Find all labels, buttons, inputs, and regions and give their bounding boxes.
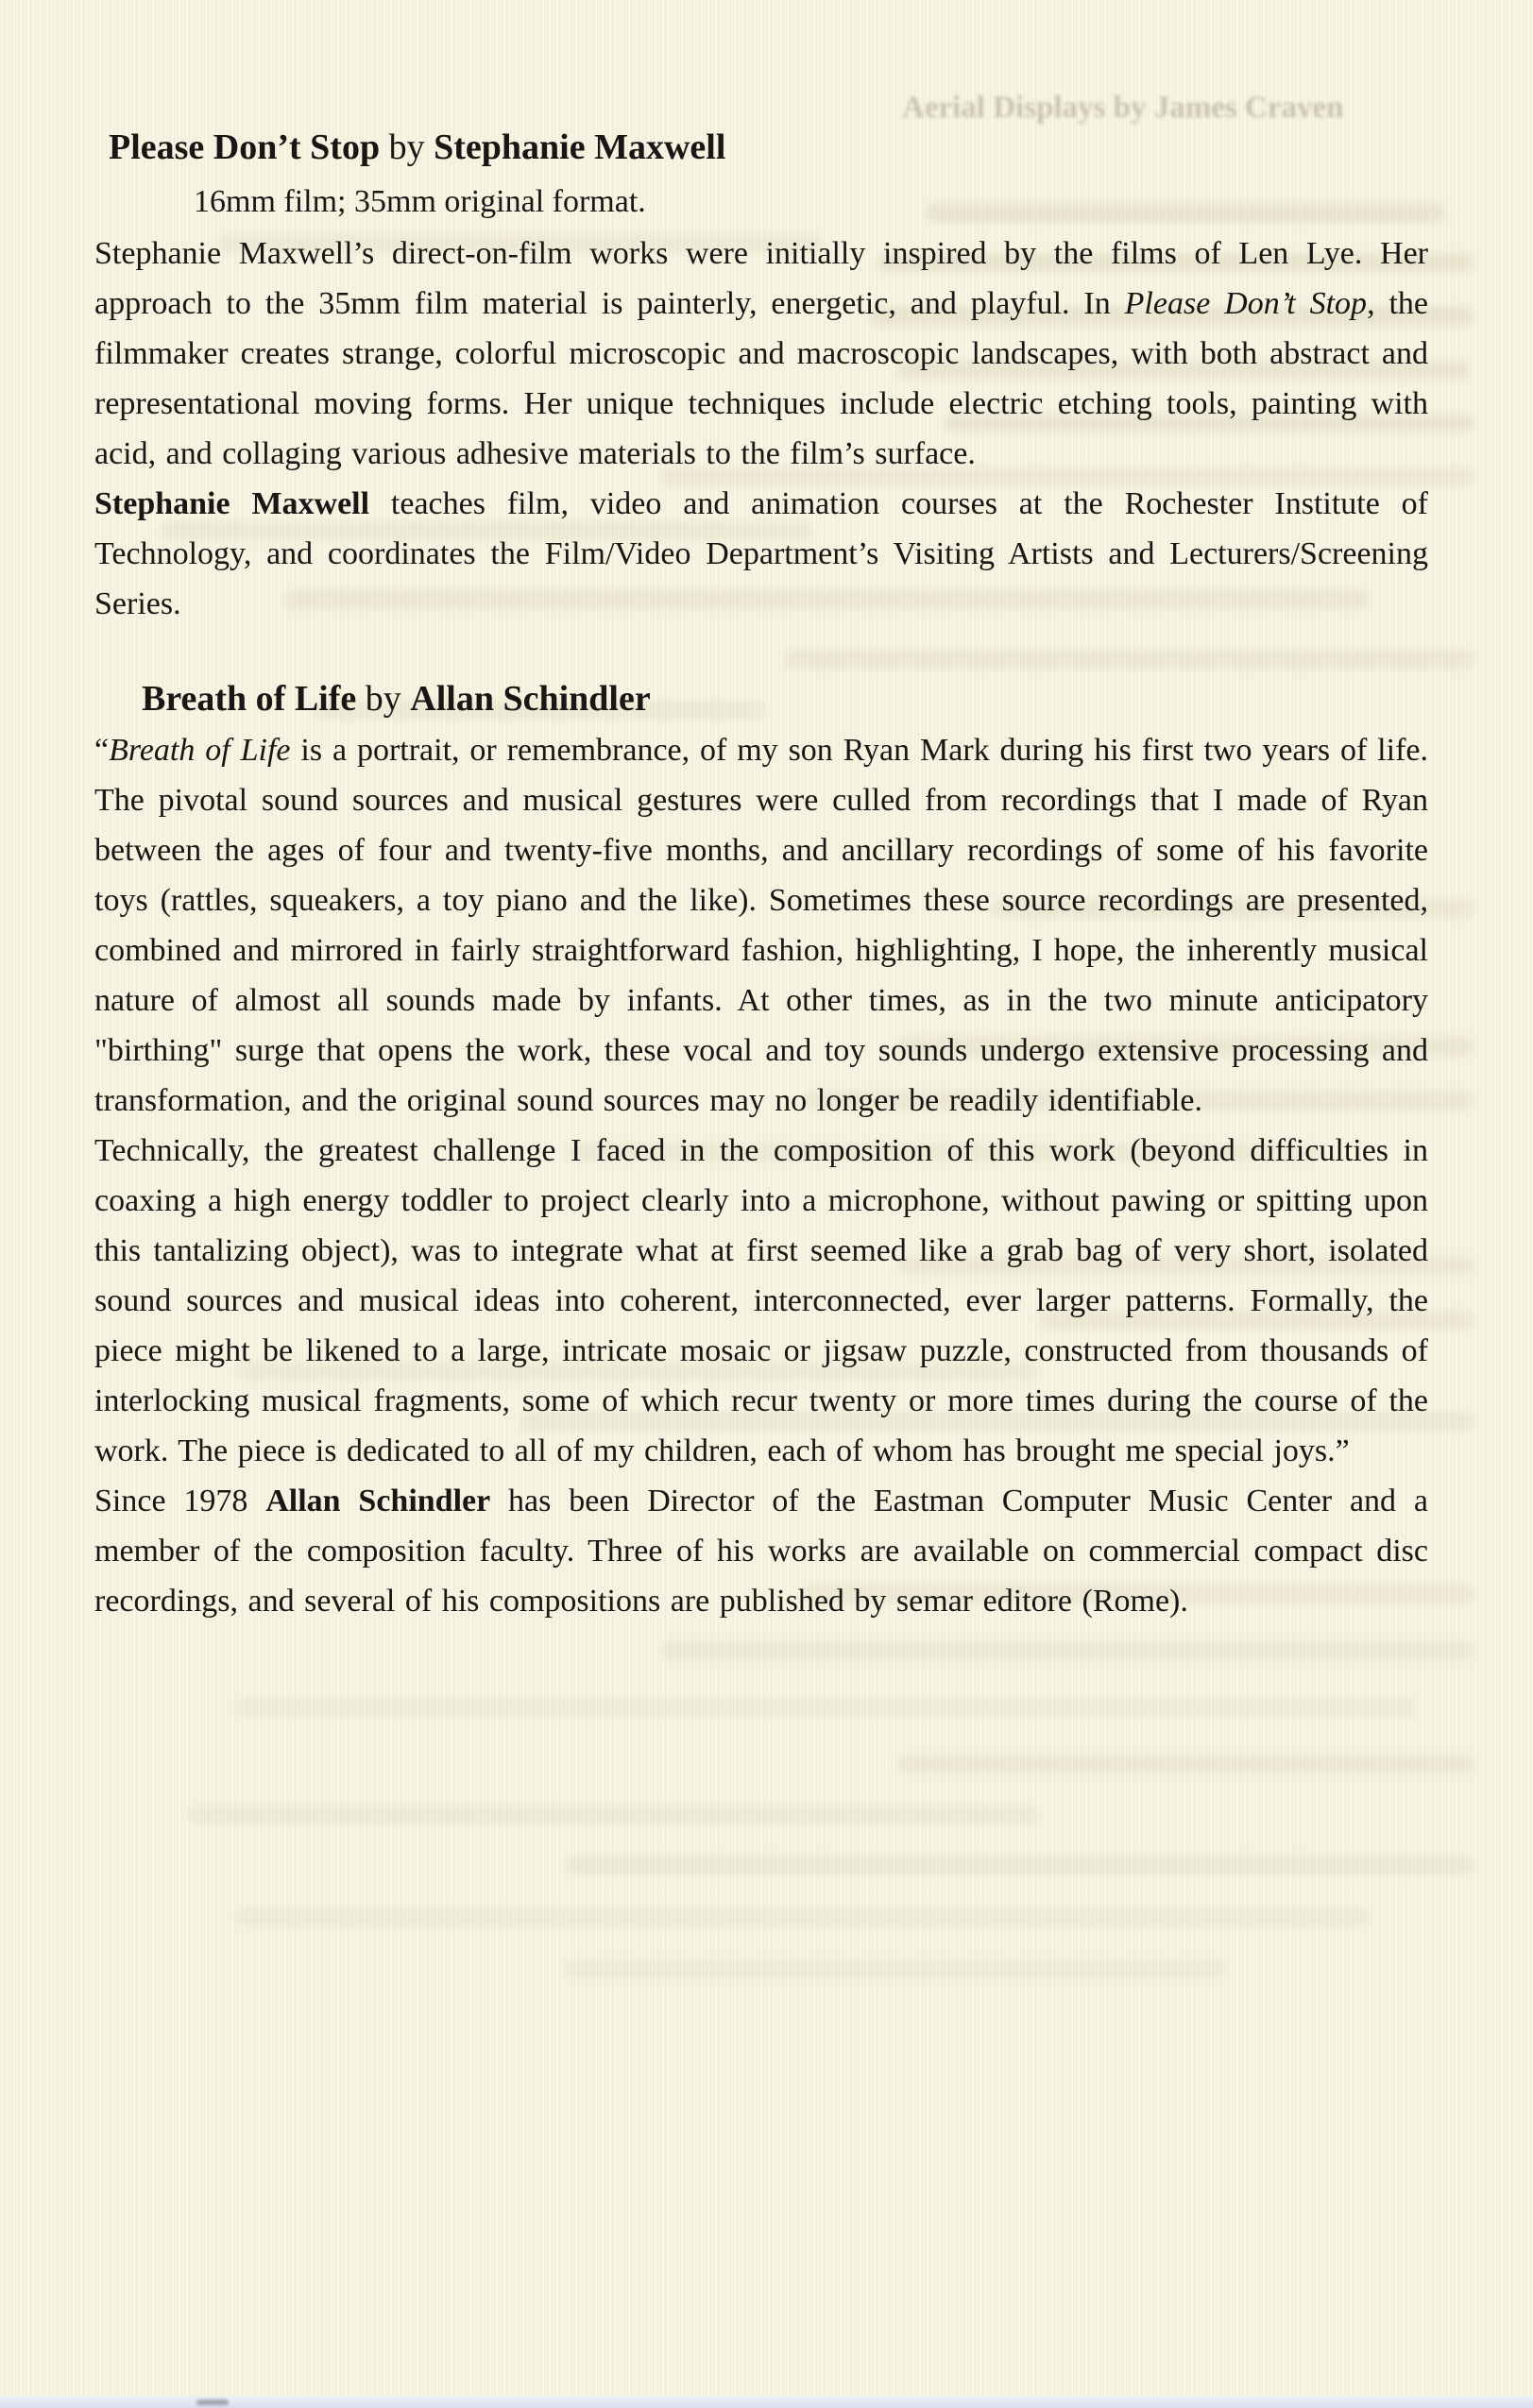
film-title: Please Don’t Stop [109,127,381,167]
film-format-line: 16mm film; 35mm original format. [194,184,646,219]
paragraph-text: , the filmmaker creates strange, colorful microscopic and macroscopic landscapes, with both abstract and representational moving forms. Her unique techniques include electric etching tools, painting with acid, and collaging various adhesive materials to the film’s surface. [94,286,1428,471]
paragraph-text: Since 1978 [94,1484,266,1518]
heading-connector: by [380,127,434,167]
work-title: Breath of Life [142,679,357,719]
paragraph-text: has been Director of the Eastman Computer Music Center and a member of the composition faculty. Three of his works are available on commercial compact disc recordings, and several of his compositions are published by semar editore (Rome). [94,1484,1428,1619]
paragraph-text: teaches film, video and animation courses at the Rochester Institute of Technology, and coordinates the Film/Video Department’s Visiting Artists and Lecturers/Screening Series. [94,486,1428,621]
composer-name: Allan Schindler [410,679,651,719]
bleedthrough-line [236,1698,1417,1717]
paragraph-schindler-bio [94,1476,1428,1626]
bleedthrough-line [567,1959,1228,1978]
bleedthrough-line [897,1755,1473,1773]
note-heading-breath-of-life [142,672,1428,725]
paragraph-text: Stephanie Maxwell’s direct-on-film works were initially inspired by the films of Len Lye. Her approach to the 35mm film material is painterly, energetic, and playful. In [94,236,1428,321]
paragraph-maxwell-work [94,229,1428,479]
artist-name: Stephanie Maxwell [94,486,370,521]
film-title-inline: Please Don’t Stop [1124,286,1368,321]
heading-connector: by [356,679,411,719]
paragraph-breath-quote [94,725,1428,1126]
paragraph-technical: Technically, the greatest challenge I faced in the composition of this work (beyond difficulties in coaxing a high energy toddler to project clearly into a microphone, without pawing or spitting upon this tantalizing object), was to integrate what at first seemed like a grab bag of very short, isolated sound sources and musical ideas into coherent, interconnected, ever larger patterns. Formally, the piece might be likened to a large, intricate mosaic or jigsaw puzzle, constructed from thousands of interlocking musical fragments, some of which recur twenty or more times during the course of the work. The piece is dedicated to all of my children, each of whom has brought me special joys.” [94,1133,1428,1468]
bleedthrough-line [567,1856,1473,1874]
bleedthrough-line [236,1908,1370,1926]
work-title-inline: Breath of Life [109,733,291,768]
open-quote: “ [94,733,110,768]
scan-edge-smudge [196,2400,229,2405]
note-heading-please-dont-stop [109,121,1428,174]
paragraph-text: is a portrait, or remembrance, of my son Ryan Mark during his first two years of life. The pivotal sound sources and musical gestures were culled from recordings that I made of Ryan between the ages of four and twenty-five months, and ancillary recordings of some of his favorite toys (rattles, squeakers, a toy piano and the like). Sometimes these source recordings are presented, combined and mirrored in fairly straightforward fashion, highlighting, I hope, the inherently musical nature of almost all sounds made by infants. At other times, as in the two minute anticipatory "birthing" surge that opens the work, these vocal and toy sounds undergo extensive processing and transformation, and the original sound sources may no longer be readily identifiable. [94,733,1428,1118]
filmmaker-name: Stephanie Maxwell [434,127,726,167]
bleedthrough-line [189,1806,1039,1824]
paragraph-maxwell-bio [94,479,1428,629]
bleedthrough-heading: Aerial Displays by James Craven [902,91,1344,125]
bleedthrough-line [661,1641,1473,1660]
program-notes [94,121,1428,1626]
scan-edge-strip [0,2396,1533,2408]
composer-name-inline: Allan Schindler [265,1484,491,1518]
